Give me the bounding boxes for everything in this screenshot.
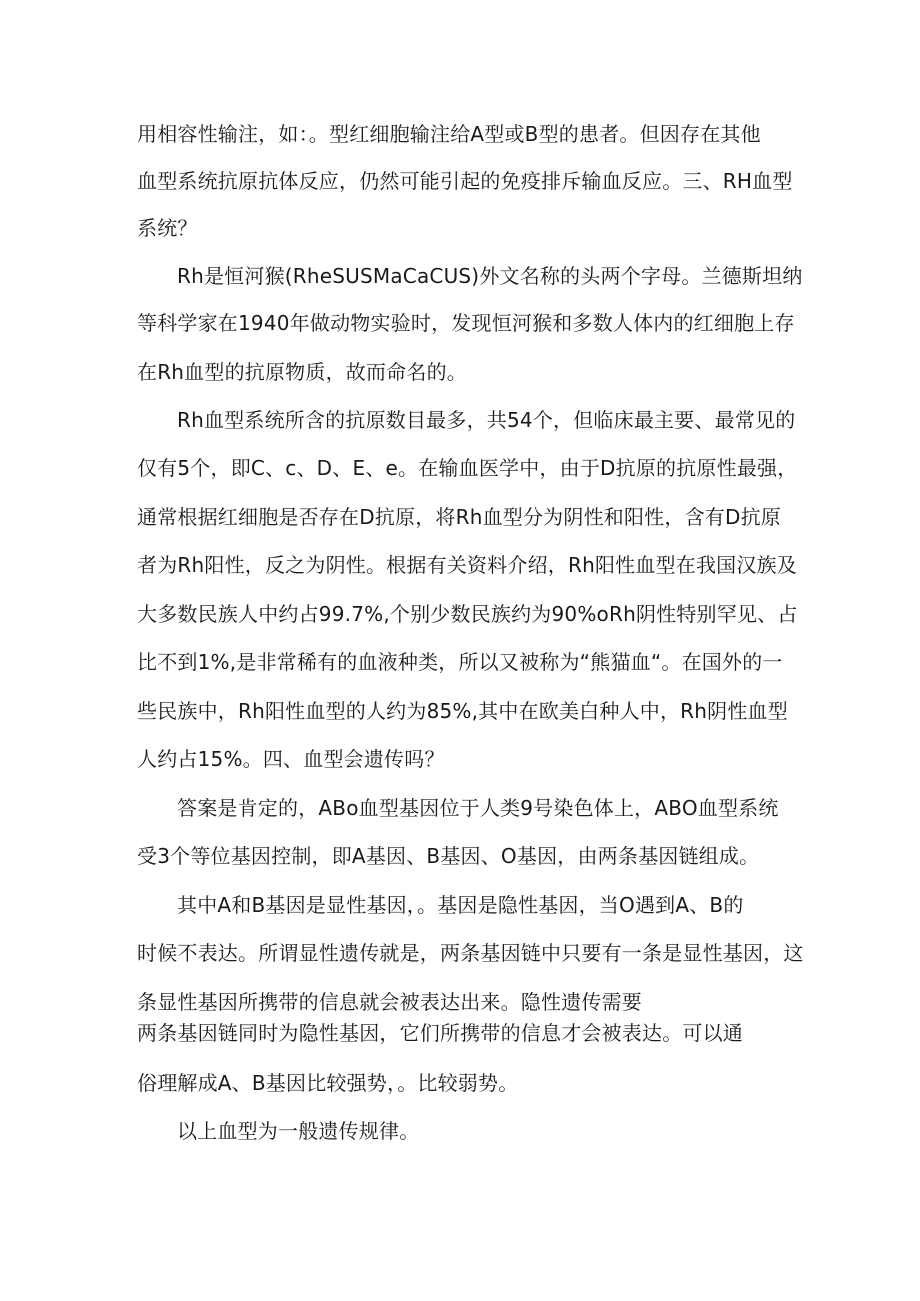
- text-line: 些民族中，Rh阳性血型的人约为85%,其中在欧美白种人中，Rh阴性血型: [137, 699, 788, 723]
- text-line: 系统？: [137, 216, 198, 240]
- text-line: 以上血型为一般遗传规律。: [177, 1119, 420, 1143]
- text-line: 受3个等位基因控制，即A基因、B基因、O基因，由两条基因链组成。: [137, 844, 760, 868]
- text-line: 者为Rh阳性，反之为阴性。根据有关资料介绍，Rh阳性血型在我国汉族及: [137, 553, 797, 577]
- text-line: Rh血型系统所含的抗原数目最多，共54个，但临床最主要、最常见的: [177, 408, 796, 432]
- text-line: 答案是肯定的，ABo血型基因位于人类9号染色体上，ABO血型系统: [177, 796, 779, 820]
- text-line: 两条基因链同时为隐性基因，它们所携带的信息才会被表达。可以通: [137, 1021, 743, 1045]
- text-line: 等科学家在1940年做动物实验时，发现恒河猴和多数人体内的红细胞上存: [137, 311, 795, 335]
- text-line: 在Rh血型的抗原物质，故而命名的。: [137, 360, 467, 384]
- text-line: 人约占15%。四、血型会遗传吗？: [137, 747, 445, 771]
- text-line: 其中A和B基因是显性基因，。基因是隐性基因，当O遇到A、B的: [177, 893, 744, 917]
- text-line: 大多数民族人中约占99.7%,个别少数民族约为90%oRh阴性特别罕见、占: [137, 602, 798, 626]
- text-line: 用相容性输注，如：。型红细胞输注给A型或B型的患者。但因存在其他: [137, 122, 761, 146]
- text-line: 比不到1%,是非常稀有的血液种类，所以又被称为“熊猫血“。在国外的一: [137, 650, 783, 674]
- text-line: Rh是恒河猴(RheSUSMaCaCUS)外文名称的头两个字母。兰德斯坦纳: [177, 264, 803, 288]
- text-line: 俗理解成A、B基因比较强势，。比较弱势。: [137, 1071, 519, 1095]
- text-line: 通常根据红细胞是否存在D抗原，将Rh血型分为阴性和阳性，含有D抗原: [137, 505, 781, 529]
- text-line: 仅有5个，即C、c、D、E、e。在输血医学中，由于D抗原的抗原性最强，: [137, 456, 798, 480]
- text-line: 血型系统抗原抗体反应，仍然可能引起的免疫排斥输血反应。三、RH血型: [137, 169, 793, 193]
- text-line: 时候不表达。所谓显性遗传就是，两条基因链中只要有一条是显性基因，这: [137, 941, 804, 965]
- text-line: 条显性基因所携带的信息就会被表达出来。隐性遗传需要: [137, 990, 642, 1014]
